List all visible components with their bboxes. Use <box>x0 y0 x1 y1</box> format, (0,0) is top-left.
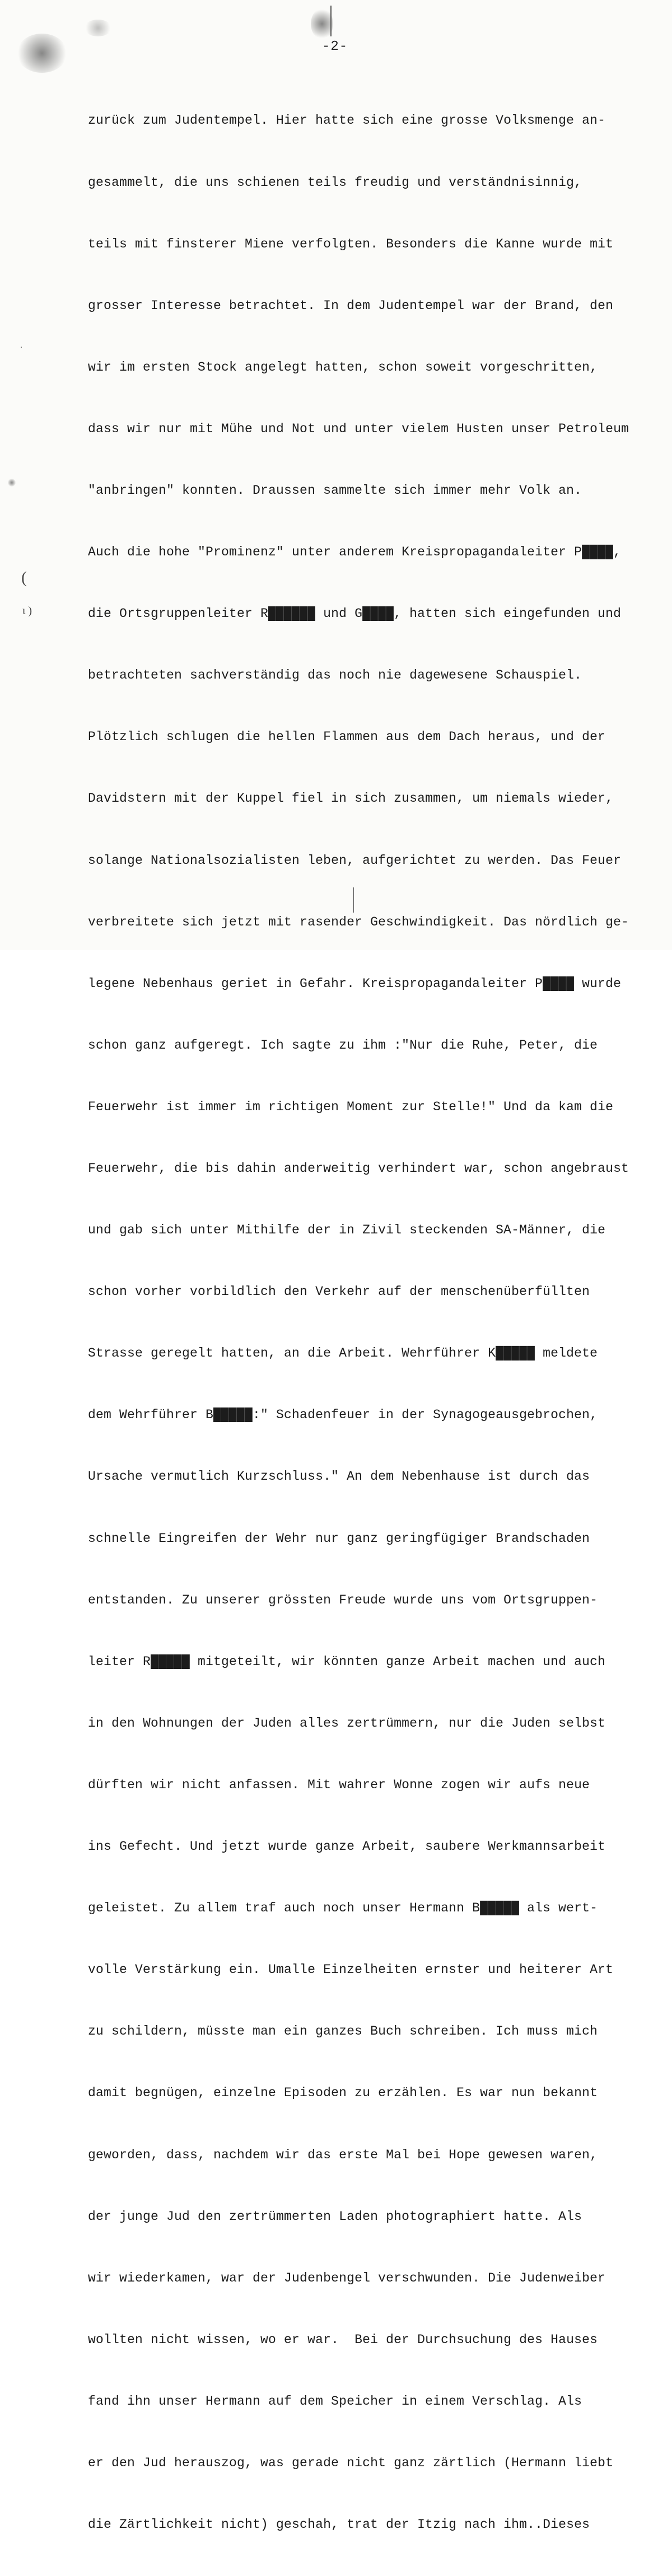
text-line: wollten nicht wissen, wo er war. Bei der Durchsuchung des Hauses <box>88 2332 598 2347</box>
scan-smudge-top <box>84 20 112 36</box>
page-number: -2- <box>322 39 348 54</box>
text-line: volle Verstärkung ein. Umalle Einzelheiten ernster und heiterer Art <box>88 1962 614 1977</box>
text-line: solange Nationalsozialisten leben, aufgerichtet zu werden. Das Feuer <box>88 853 622 868</box>
text-line: geleistet. Zu allem traf auch noch unser Hermann B█████ als wert- <box>88 1901 598 1916</box>
text-line: "anbringen" konnten. Draussen sammelte sich immer mehr Volk an. <box>88 483 582 498</box>
text-line: fand ihn unser Hermann auf dem Speicher in einem Verschlag. Als <box>88 2393 582 2409</box>
scan-smudge-top-center <box>311 8 333 39</box>
text-line: dass wir nur mit Mühe und Not und unter vielem Husten unser Petroleum <box>88 421 629 436</box>
binder-line-top <box>330 6 332 36</box>
text-line: damit begnügen, einzelne Episoden zu erzählen. Es war nun bekannt <box>88 2086 598 2101</box>
text-line: Auch die hohe "Prominenz" unter anderem Kreispropagandaleiter P████, <box>88 545 622 560</box>
text-line: die Zärtlichkeit nicht) geschah, trat der Itzig nach ihm..Dieses <box>88 2517 590 2532</box>
text-line: dem Wehrführer B█████:" Schadenfeuer in der Synagogeausgebrochen, <box>88 1408 598 1423</box>
text-line: legene Nebenhaus geriet in Gefahr. Kreispropagandaleiter P████ wurde <box>88 976 622 991</box>
text-line: Plötzlich schlugen die hellen Flammen aus dem Dach heraus, und der <box>88 730 606 745</box>
margin-dot-1 <box>8 479 16 487</box>
text-line: wir wiederkamen, war der Judenbengel verschwunden. Die Judenweiber <box>88 2270 606 2285</box>
typed-body-text <box>88 69 654 2576</box>
scan-smudge-top-left <box>17 34 67 73</box>
text-line: entstanden. Zu unserer grössten Freude wurde uns vom Ortsgruppen- <box>88 1592 598 1607</box>
text-line: geworden, dass, nachdem wir das erste Mal bei Hope gewesen waren, <box>88 2147 598 2162</box>
text-line: und gab sich unter Mithilfe der in Zivil steckenden SA-Männer, die <box>88 1223 606 1238</box>
text-line: Davidstern mit der Kuppel fiel in sich zusammen, um niemals wieder, <box>88 791 614 806</box>
text-line: leiter R█████ mitgeteilt, wir könnten ganze Arbeit machen und auch <box>88 1654 606 1669</box>
text-line: wir im ersten Stock angelegt hatten, schon soweit vorgeschritten, <box>88 359 598 375</box>
text-line: Ursache vermutlich Kurzschluss." An dem Nebenhause ist durch das <box>88 1469 590 1484</box>
text-line: schon ganz aufgeregt. Ich sagte zu ihm :"Nur die Ruhe, Peter, die <box>88 1037 598 1053</box>
text-line: Strasse geregelt hatten, an die Arbeit. Wehrführer K█████ meldete <box>88 1346 598 1361</box>
text-line: schnelle Eingreifen der Wehr nur ganz geringfügiger Brandschaden <box>88 1531 590 1546</box>
text-line: Feuerwehr, die bis dahin anderweitig verhindert war, schon angebraust <box>88 1161 629 1176</box>
text-line: der junge Jud den zertrümmerten Laden photographiert hatte. Als <box>88 2209 582 2224</box>
text-line: teils mit finsterer Miene verfolgten. Besonders die Kanne wurde mit <box>88 236 614 251</box>
text-line: zurück zum Judentempel. Hier hatte sich eine grosse Volksmenge an- <box>88 113 606 128</box>
text-line: dürften wir nicht anfassen. Mit wahrer Wonne zogen wir aufs neue <box>88 1777 590 1792</box>
text-line: verbreitete sich jetzt mit rasender Geschwindigkeit. Das nördlich ge- <box>88 914 629 929</box>
text-line: grosser Interesse betrachtet. In dem Judentempel war der Brand, den <box>88 298 614 313</box>
text-line: in den Wohnungen der Juden alles zertrümmern, nur die Juden selbst <box>88 1715 606 1731</box>
text-line: schon vorher vorbildlich den Verkehr auf der menschenüberfüllten <box>88 1284 590 1299</box>
margin-paren-1: ( <box>21 568 27 587</box>
text-line: betrachteten sachverständig das noch nie dagewesene Schauspiel. <box>88 668 582 683</box>
text-line: gesammelt, die uns schienen teils freudig und verständnisinnig, <box>88 175 582 190</box>
text-line: die Ortsgruppenleiter R██████ und G████, hatten sich eingefunden und <box>88 606 622 621</box>
text-line: ins Gefecht. Und jetzt wurde ganze Arbeit, saubere Werkmannsarbeit <box>88 1839 606 1854</box>
text-line: zu schildern, müsste man ein ganzes Buch schreiben. Ich muss mich <box>88 2024 598 2039</box>
margin-paren-2: ι ) <box>22 605 32 617</box>
text-line: er den Jud herauszog, was gerade nicht ganz zärtlich (Hermann liebt <box>88 2455 614 2470</box>
text-line: Feuerwehr ist immer im richtigen Moment zur Stelle!" Und da kam die <box>88 1099 614 1114</box>
